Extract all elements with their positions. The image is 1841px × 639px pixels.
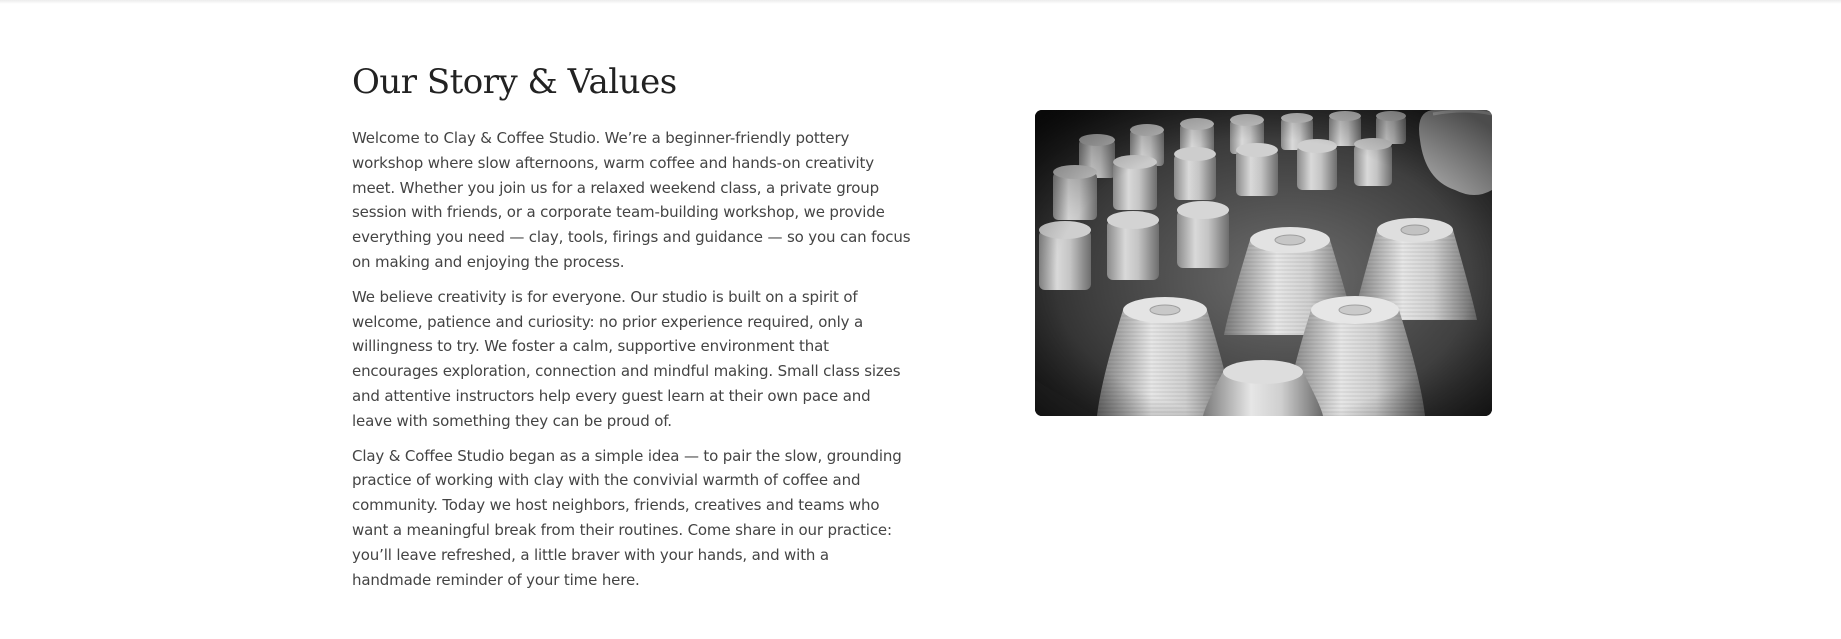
section-title: Our Story & Values xyxy=(352,62,677,102)
pottery-cups-illustration xyxy=(1035,110,1492,416)
header-shadow xyxy=(0,0,1841,4)
story-paragraph-welcome: Welcome to Clay & Coffee Studio. We’re a beginner-friendly pottery workshop where slow afternoons, warm coffee and hands-on creativity meet. Whether you join us for a relaxed weekend class, a private group session with friends, or a corporate team-building workshop, we provide everything you need — clay, tools, firings and guidance — so you can focus on making and enjoying the process. xyxy=(352,129,911,271)
pottery-cups-photo xyxy=(1035,110,1492,416)
story-paragraph-origin: Clay & Coffee Studio began as a simple idea — to pair the slow, grounding practice of working with clay with the convivial warmth of coffee and community. Today we host neighbors, friends, creatives and teams who want a meaningful break from their routines. Come share in our practice: you’ll leave refreshed, a little braver with your hands, and with a handmade reminder of your time here. xyxy=(352,446,902,589)
story-section xyxy=(352,60,912,602)
story-paragraph-values: We believe creativity is for everyone. Our studio is built on a spirit of welcome, patience and curiosity: no prior experience required, only a willingness to try. We foster a calm, supportive environment that encourages exploration, connection and mindful making. Small class sizes and attentive instructors help every guest learn at their own pace and leave with something they can be proud of. xyxy=(352,287,901,430)
